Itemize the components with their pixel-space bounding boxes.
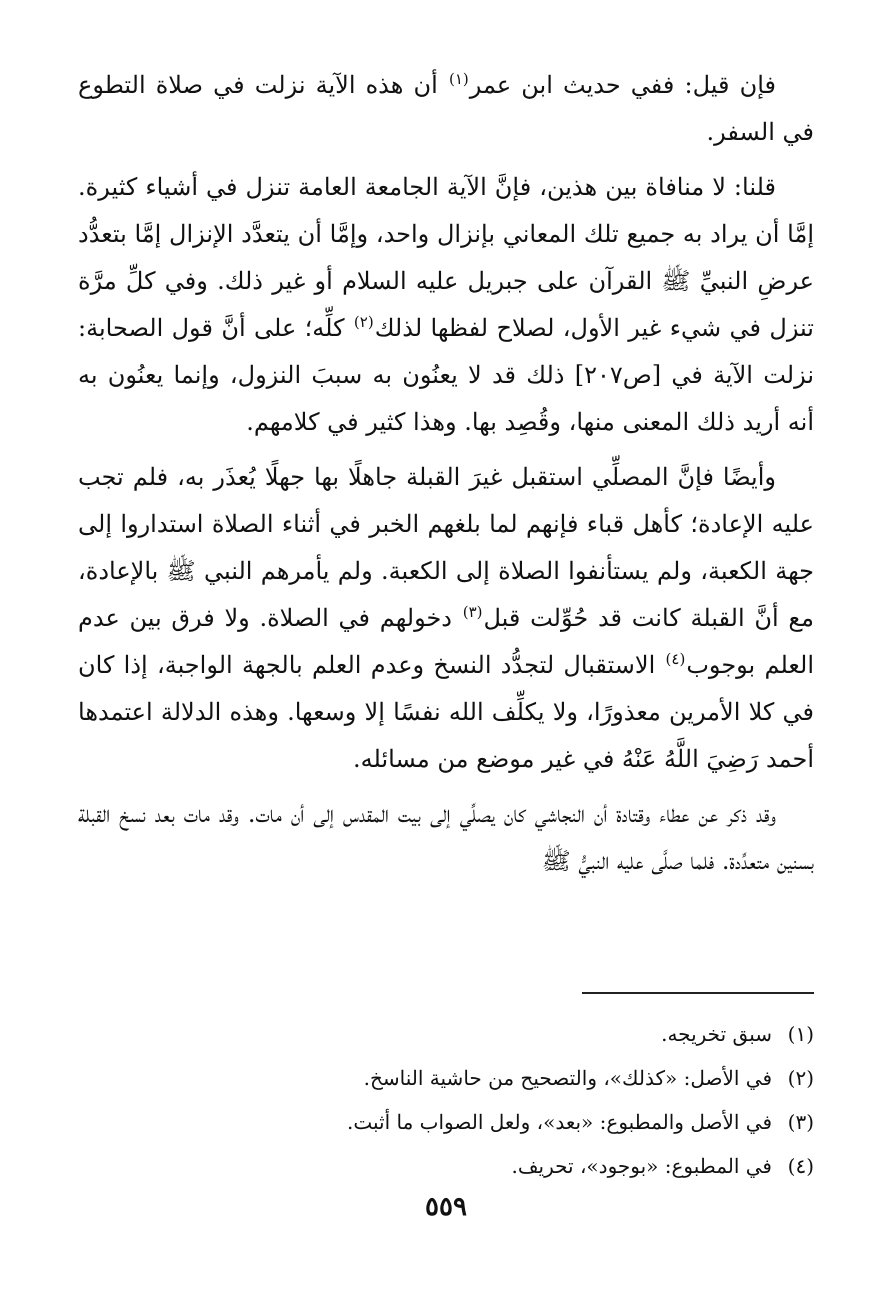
footnote-text: في الأصل والمطبوع: «بعد»، ولعل الصواب ما أثبت. [347, 1110, 772, 1134]
footnote-number: (٤) [787, 1154, 814, 1178]
paragraph-text: الاستقبال لتجدُّد النسخ وعدم العلم بالجهة الواجبة، إذا كان في كلا الأمرين معذورًا، ولا يكلِّف الله نفسًا إلا وسعها. وهذه الدلالة اعتمدها أحمد رَضِيَ اللَّهُ عَنْهُ في غير موضع من مسائله. [78, 651, 814, 773]
footnote-ref: (٢) [353, 313, 374, 331]
footnote-text: في المطبوع: «بوجود»، تحريف. [511, 1154, 772, 1178]
page-number: ٥٥٩ [425, 1192, 467, 1222]
footnote-ref: (١) [448, 70, 469, 88]
footnote-ref: (٤) [665, 650, 686, 668]
footnote-ref: (٣) [462, 603, 483, 621]
footnote-number: (٢) [787, 1066, 814, 1090]
paragraph [78, 454, 814, 783]
footnotes [78, 1012, 814, 1188]
paragraph-text: كلِّه؛ على أنَّ قول الصحابة: نزلت الآية في [ص٢٠٧] ذلك قد لا يعنُون به سببَ النزول، وإنما يعنُون به أنه أريد ذلك المعنى منها، وقُصِد بها. وهذا كثير في كلامهم. [78, 314, 814, 436]
footnote [78, 1144, 814, 1188]
paragraph-text: فإن قيل: ففي حديث ابن عمر [469, 71, 776, 99]
footnote-number: (٣) [787, 1110, 814, 1134]
paragraph-text: وأيضًا فإنَّ المصلِّي استقبل غيرَ القبلة جاهلًا بها جهلًا يُعذَر به، فلم تجب عليه الإعادة؛ كأهل قباء فإنهم لما بلغهم الخبر في أثناء الصلاة استداروا إلى جهة الكعبة، ولم يستأنفوا الصلاة إلى الكعبة. ولم يأمرهم النبي ﷺ بالإعادة، مع أنَّ القبلة كانت قد حُوِّلت قبل [78, 463, 814, 632]
footnote [78, 1100, 814, 1144]
footnote [78, 1012, 814, 1056]
footnote-number: (١) [787, 1022, 814, 1046]
footnote-text: سبق تخريجه. [661, 1022, 772, 1046]
footnote-separator [582, 992, 814, 994]
footnote [78, 1056, 814, 1100]
paragraph [78, 62, 814, 156]
paragraph [78, 164, 814, 446]
page [78, 62, 814, 1290]
paragraph [78, 791, 814, 885]
paragraph-text: قلنا: لا منافاة بين هذين، فإنَّ الآية الجامعة العامة تنزل في أشياء كثيرة. إمَّا أن يراد به جميع تلك المعاني بإنزال واحد، وإمَّا أن يتعدَّد الإنزال إمَّا بتعدُّد عرضِ النبيِّ ﷺ القرآن على جبريل عليه السلام أو غير ذلك. وفي كلِّ مرَّة تنزل في شيء غير الأول، لصلاح لفظها لذلك [78, 173, 814, 342]
main-text [78, 62, 814, 885]
paragraph-text: أن هذه الآية نزلت في صلاة التطوع في السفر. [78, 71, 814, 146]
paragraph-text: دخولهم في الصلاة. ولا فرق بين عدم العلم بوجوب [78, 604, 814, 679]
footnote-text: في الأصل: «كذلك»، والتصحيح من حاشية الناسخ. [363, 1066, 772, 1090]
paragraph-text: وقد ذكر عن عطاء وقتادة أن النجاشي كان يصلِّي إلى بيت المقدس إلى أن مات. وقد مات بعد نسخ القبلة بسنين متعدِّدة. فلما صلَّى عليه النبيُّ ﷺ [78, 800, 814, 875]
